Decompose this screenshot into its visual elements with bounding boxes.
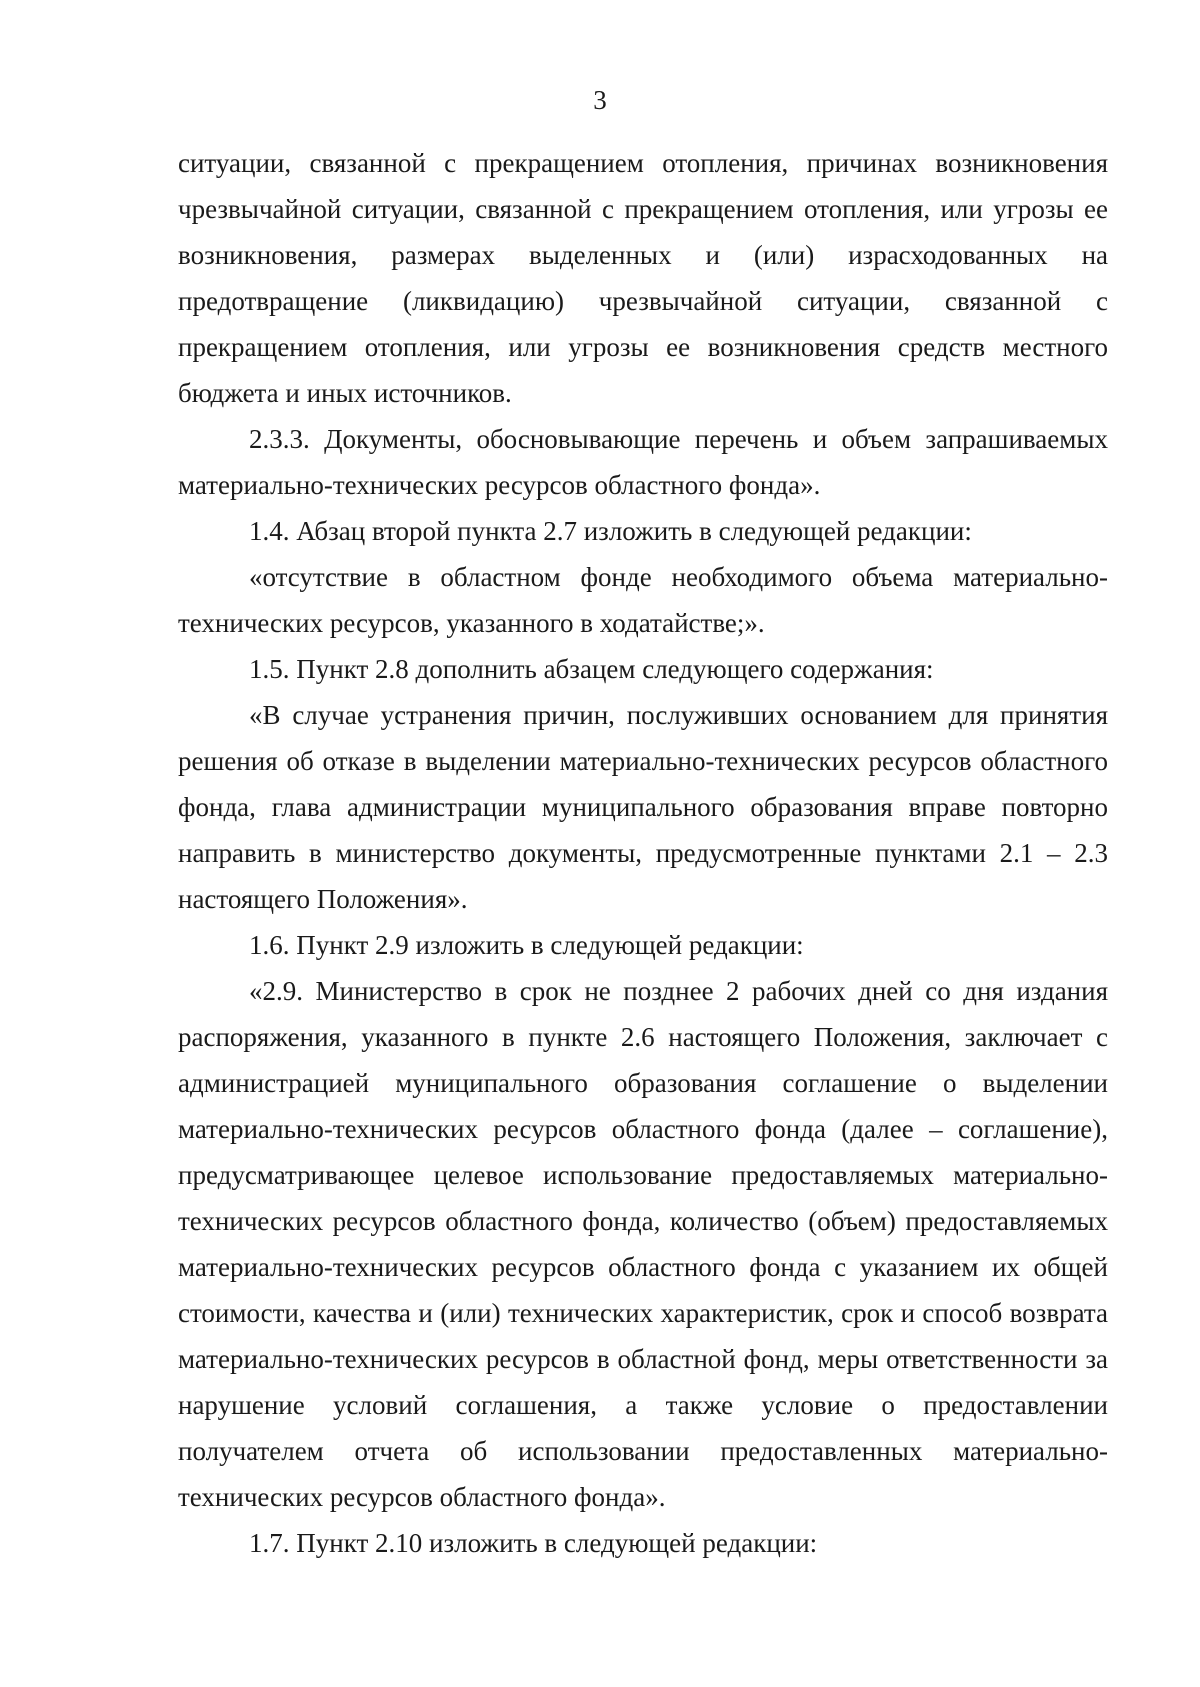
page-number: 3: [593, 85, 607, 115]
paragraph-1-4-quote: «отсутствие в областном фонде необходимого объема материально-технических ресурсов, указанного в ходатайстве;».: [178, 562, 1108, 638]
document-body: [178, 140, 1108, 1566]
paragraph-2-3-3: 2.3.3. Документы, обосновывающие перечень и объем запрашиваемых материально-технических ресурсов областного фонда».: [178, 424, 1108, 500]
paragraph-1-4: 1.4. Абзац второй пункта 2.7 изложить в следующей редакции:: [249, 516, 972, 546]
paragraph-1-6-quote: «2.9. Министерство в срок не позднее 2 рабочих дней со дня издания распоряжения, указанного в пункте 2.6 настоящего Положения, заключает с администрацией муниципального образования соглашение о выделении материально-технических ресурсов областного фонда (далее – соглашение), предусматривающее целевое использование предоставляемых материально-технических ресурсов областного фонда, количество (объем) предоставляемых материально-технических ресурсов областного фонда с указанием их общей стоимости, качества и (или) технических характеристик, срок и способ возврата материально-технических ресурсов в областной фонд, меры ответственности за нарушение условий соглашения, а также условие о предоставлении получателем отчета об использовании предоставленных материально-технических ресурсов областного фонда».: [178, 976, 1108, 1512]
paragraph-1-5: 1.5. Пункт 2.8 дополнить абзацем следующего содержания:: [249, 654, 934, 684]
paragraph-continuation: ситуации, связанной с прекращением отопления, причинах возникновения чрезвычайной ситуации, связанной с прекращением отопления, или угрозы ее возникновения, размерах выделенных и (или) израсходованных на предотвращение (ликвидацию) чрезвычайной ситуации, связанной с прекращением отопления, или угрозы ее возникновения средств местного бюджета и иных источников.: [178, 148, 1108, 408]
paragraph-1-5-quote: «В случае устранения причин, послуживших основанием для принятия решения об отказе в выделении материально-технических ресурсов областного фонда, глава администрации муниципального образования вправе повторно направить в министерство документы, предусмотренные пунктами 2.1 – 2.3 настоящего Положения».: [178, 700, 1108, 914]
paragraph-1-6: 1.6. Пункт 2.9 изложить в следующей редакции:: [249, 930, 804, 960]
paragraph-1-7: 1.7. Пункт 2.10 изложить в следующей редакции:: [249, 1528, 818, 1558]
